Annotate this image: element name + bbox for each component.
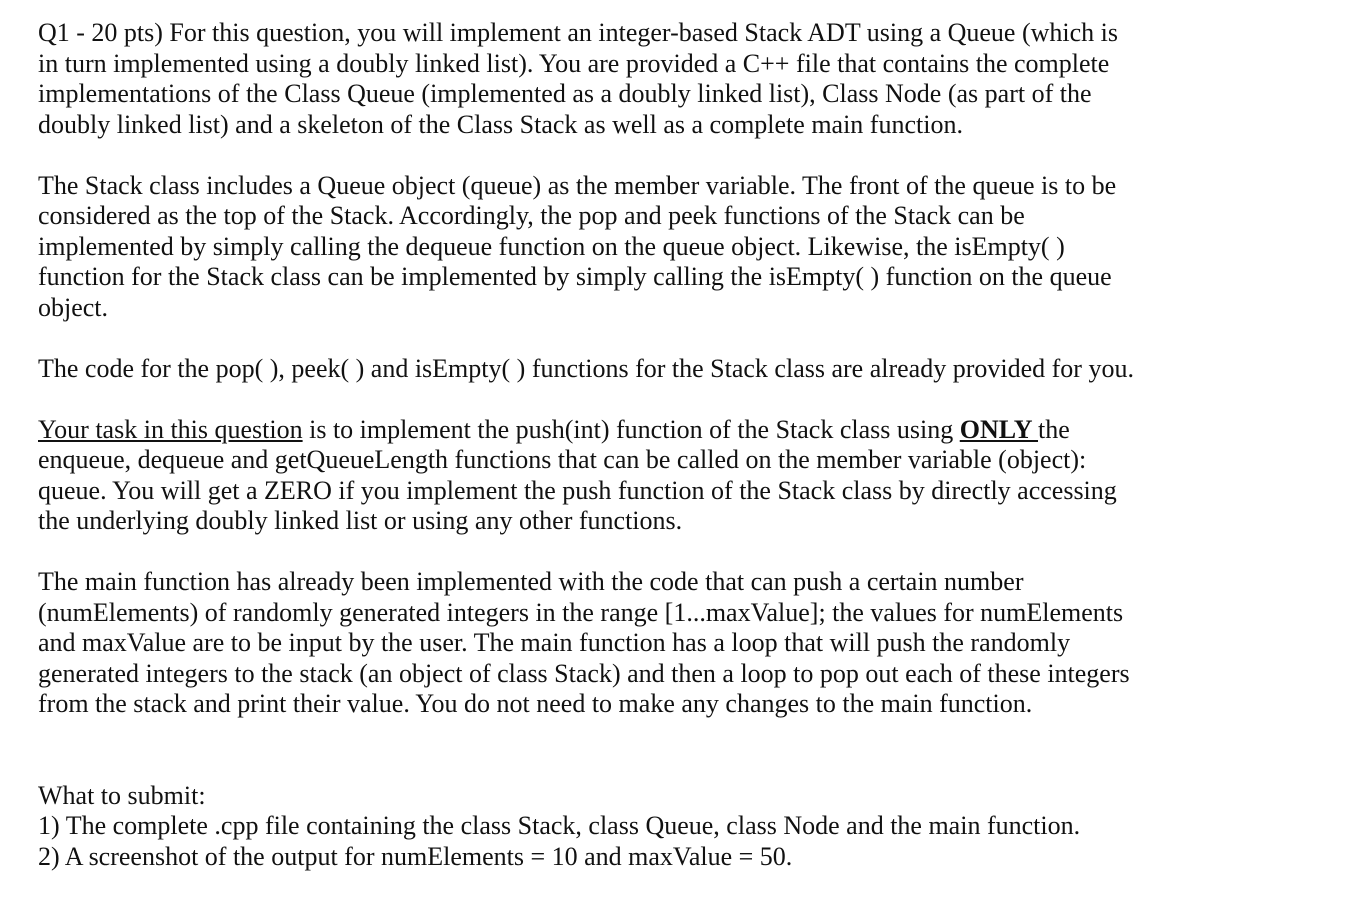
assignment-document (38, 18, 1338, 903)
text-line: considered as the top of the Stack. Accordingly, the pop and peek functions of the Stack can be (38, 201, 1025, 230)
text-line: (numElements) of randomly generated integers in the range [1...maxValue]; the values for numElements (38, 597, 1124, 627)
text-line: function for the Stack class can be implemented by simply calling the isEmpty( ) function on the queue (38, 262, 1112, 291)
task-line-middle: is to implement the push(int) function of the Stack class using (302, 414, 960, 444)
text-line: enqueue, dequeue and getQueueLength functions that can be called on the member variable (object): (38, 445, 1087, 474)
task-line-end: the (1038, 414, 1070, 444)
text-line: The Stack class includes a Queue object (queue) as the member variable. The front of the queue is to be (38, 170, 1117, 200)
text-line: The code for the pop( ), peek( ) and isEmpty( ) functions for the Stack class are already provided for you. (38, 353, 1134, 383)
text-line: object. (38, 292, 109, 322)
stack-description-paragraph (38, 171, 1338, 324)
text-line: generated integers to the stack (an object of class Stack) and then a loop to pop out each of these integers (38, 658, 1130, 688)
text-line: doubly linked list) and a skeleton of the Class Stack as well as a complete main function. (38, 109, 963, 139)
provided-code-paragraph (38, 354, 1338, 385)
task-first-line (38, 415, 1338, 446)
text-line: Q1 - 20 pts) For this question, you will implement an integer-based Stack ADT using a Queue (which is (38, 18, 1119, 47)
text-line: in turn implemented using a doubly linked list). You are provided a C++ file that contains the complete (38, 48, 1110, 78)
text-line: The main function has already been implemented with the code that can push a certain number (38, 567, 1024, 596)
text-line: queue. You will get a ZERO if you implement the push function of the Stack class by directly accessing (38, 475, 1117, 505)
text-line: from the stack and print their value. You do not need to make any changes to the main function. (38, 689, 1033, 718)
text-line: and maxValue are to be input by the user. The main function has a loop that will push the randomly (38, 628, 1071, 657)
task-underlined-intro: Your task in this question (38, 414, 303, 444)
task-paragraph (38, 415, 1338, 537)
submission-section (38, 781, 1338, 873)
question-intro-paragraph (38, 18, 1338, 140)
text-line: implemented by simply calling the dequeue function on the queue object. Likewise, the isEmpty( ) (38, 231, 1065, 261)
text-line: implementations of the Class Queue (implemented as a doubly linked list), Class Node (as part of the (38, 79, 1092, 108)
only-emphasis: ONLY (959, 414, 1039, 444)
main-function-paragraph (38, 567, 1338, 720)
text-line: the underlying doubly linked list or using any other functions. (38, 506, 683, 535)
submission-item: 2) A screenshot of the output for numElements = 10 and maxValue = 50. (38, 841, 793, 871)
submission-heading: What to submit: (38, 780, 206, 810)
submission-item: 1) The complete .cpp file containing the class Stack, class Queue, class Node and the main function. (38, 811, 1081, 840)
